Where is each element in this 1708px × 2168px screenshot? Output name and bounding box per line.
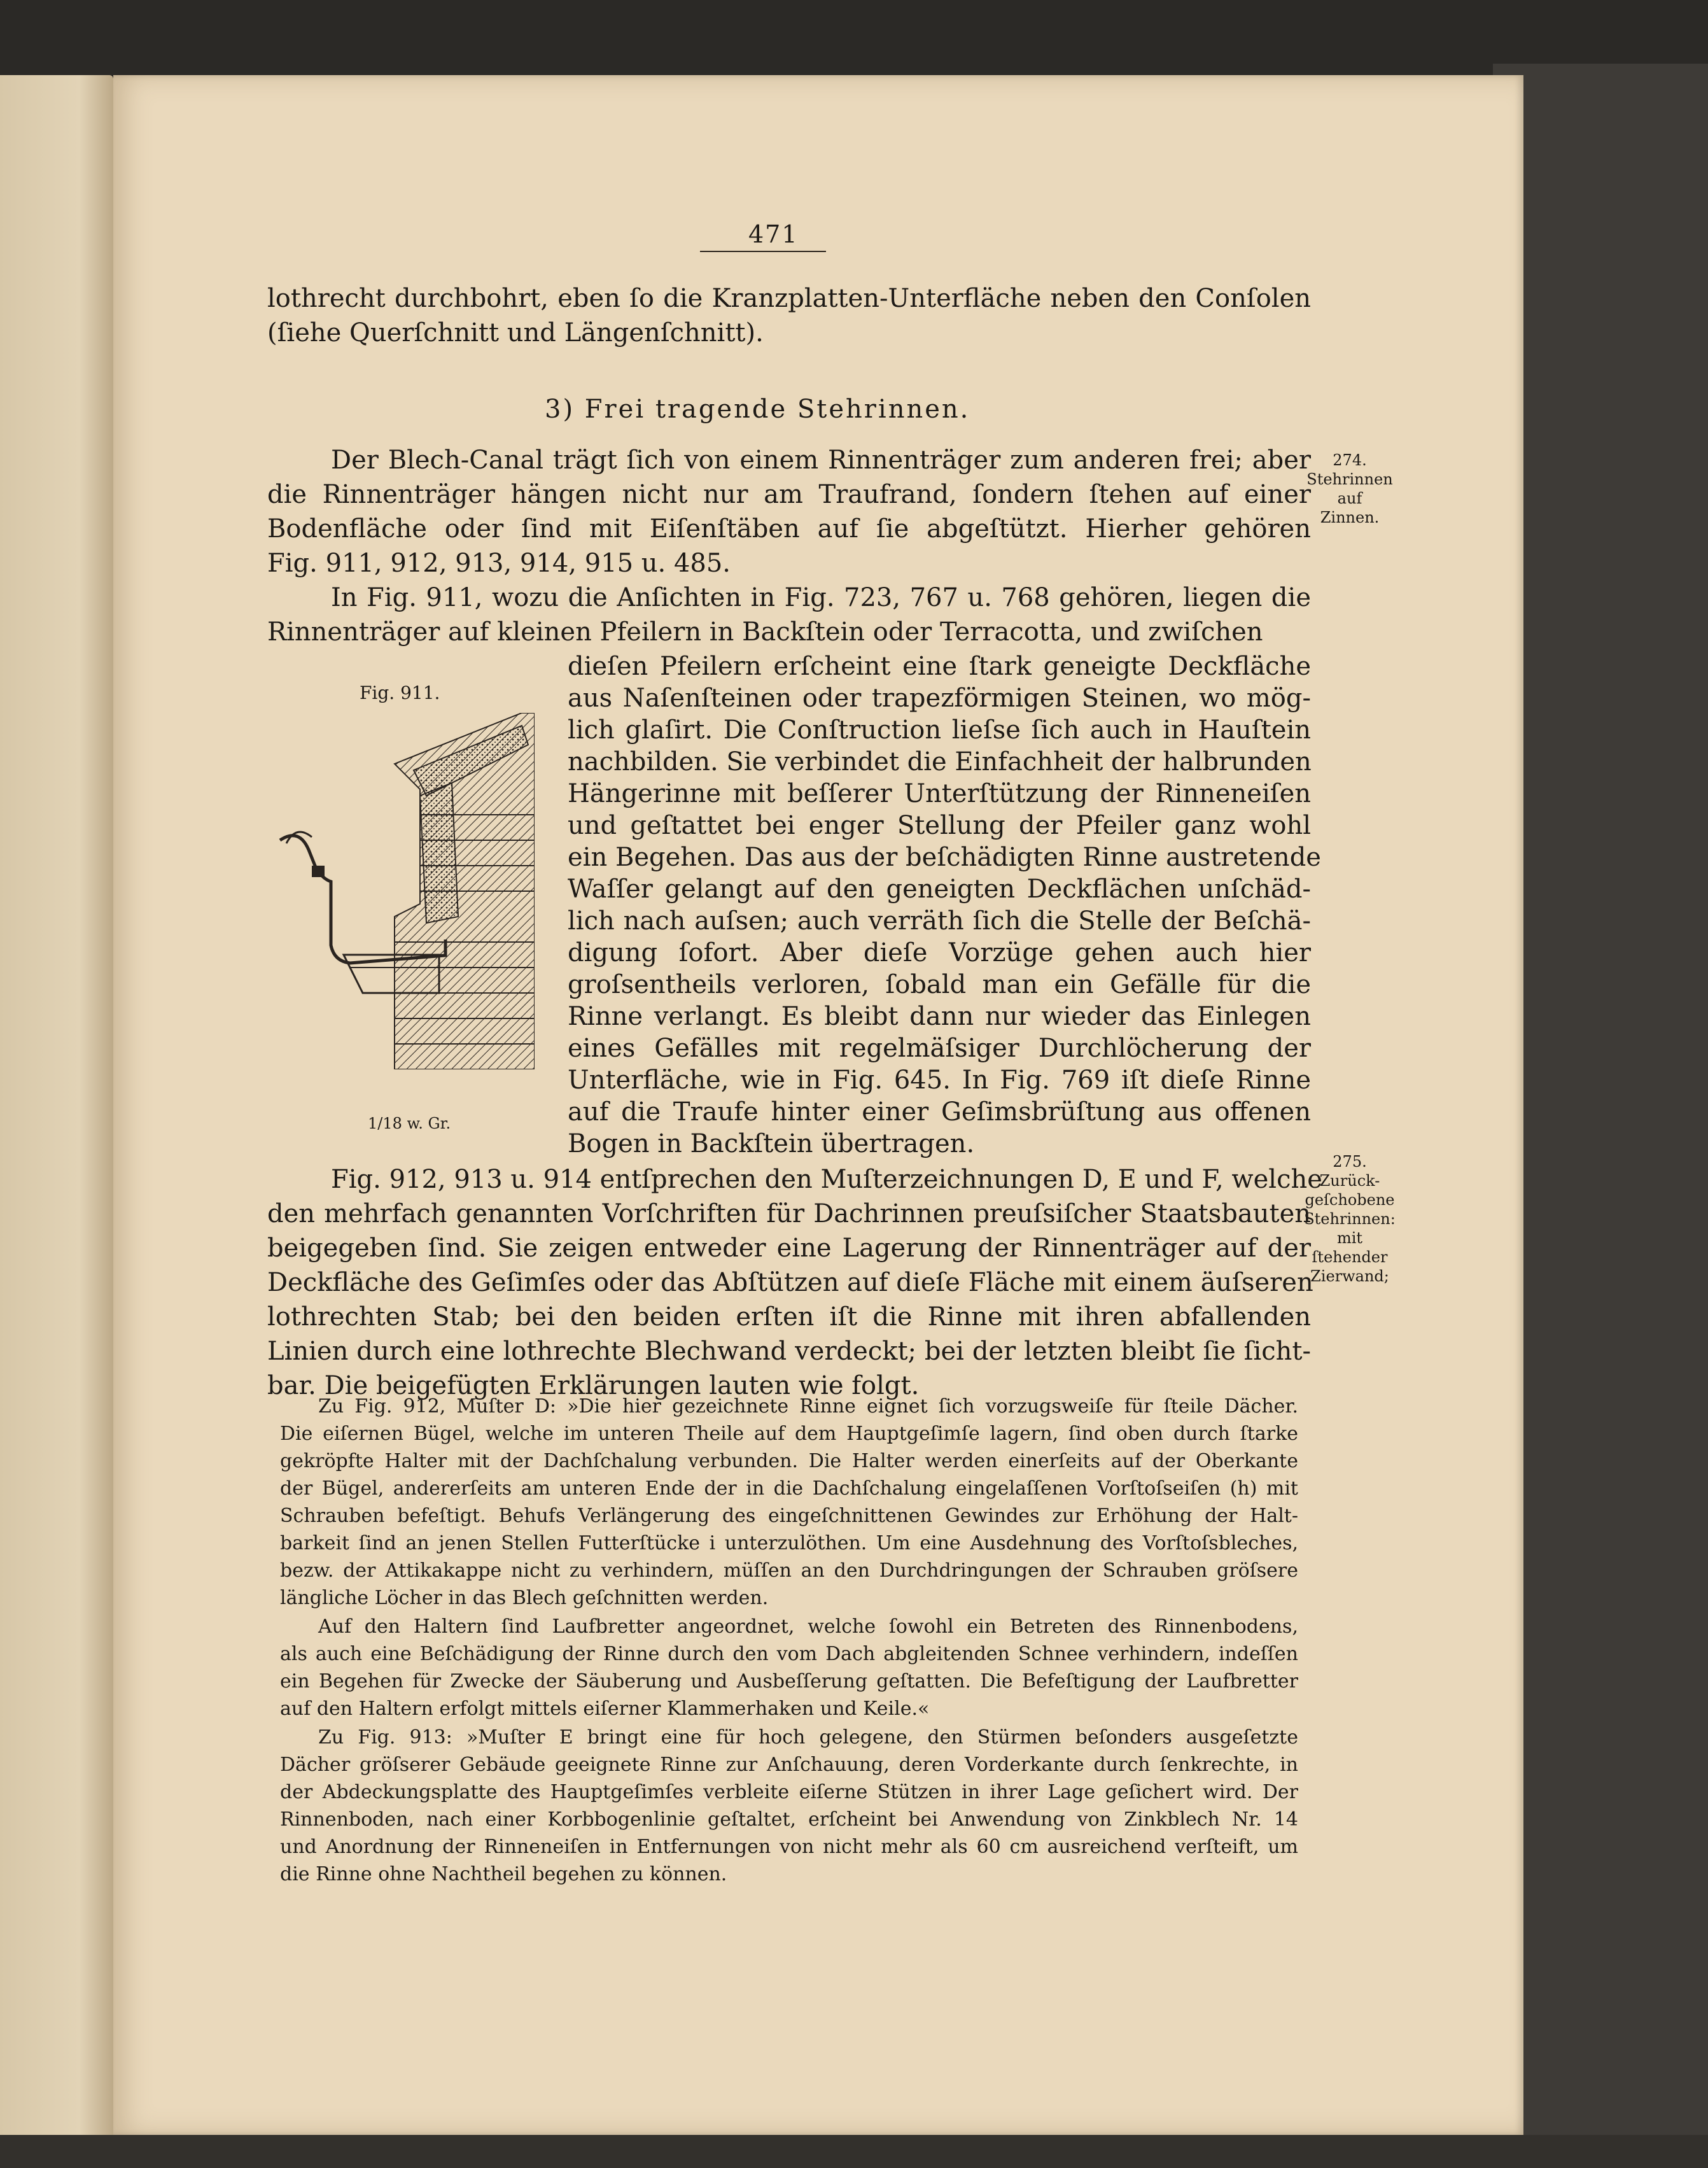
body-line: (ſiehe Querſchnitt und Längenſchnitt). <box>267 318 764 348</box>
body-line: die Rinnenträger hängen nicht nur am Traufrand, ſondern ſtehen auf einer <box>267 480 1311 509</box>
note-line: die Rinne ohne Nachtheil begehen zu können. <box>280 1863 727 1885</box>
figure-label: Fig. 911. <box>360 682 440 703</box>
note-line: barkeit ſind an jenen Stellen Futterſtücke i unterzulöthen. Um eine Ausdehnung des Vorſtoſsbleches, <box>280 1532 1298 1554</box>
body-line: Der Blech-Canal trägt ſich von einem Rinnenträger zum anderen frei; aber <box>331 446 1311 475</box>
note-line: der Abdeckungsplatte des Hauptgeſimſes verbleite eiſerne Stützen in ihrer Lage geſichert wird. Der <box>280 1781 1298 1803</box>
figure-911-gutter-section <box>267 713 535 1069</box>
body-line: Fig. 912, 913 u. 914 entſprechen den Muſterzeichnungen D, E und F, welche <box>331 1165 1322 1194</box>
body-line: Rinne verlangt. Es bleibt dann nur wieder das Einlegen <box>568 1002 1311 1031</box>
note-line: bezw. der Attikakappe nicht zu verhindern, müſſen an den Durchdringungen der Schrauben gröſsere <box>280 1559 1298 1582</box>
section-heading: 3) Frei tragende Stehrinnen. <box>545 395 970 424</box>
body-line: Bodenfläche oder ſind mit Eiſenſtäben auf ſie abgeſtützt. Hierher gehören <box>267 514 1311 544</box>
body-line: Hängerinne mit beſſerer Unterſtützung der Rinneneiſen <box>568 779 1311 808</box>
body-line: den mehrfach genannten Vorſchriften für Dachrinnen preuſsiſcher Staatsbauten <box>267 1199 1311 1228</box>
margin-note-line: mit <box>1336 1229 1363 1247</box>
body-line: bar. Die beigefügten Erklärungen lauten wie folgt. <box>267 1371 920 1400</box>
body-line: dieſen Pfeilern erſcheint eine ſtark geneigte Deckfläche <box>568 652 1311 681</box>
page-number-rule <box>700 251 826 252</box>
body-line: lich nach auſsen; auch verräth ſich die Stelle der Beſchä- <box>568 906 1311 936</box>
note-line: Die eiſernen Bügel, welche im unteren Theile auf dem Hauptgeſimſe lagern, ſind oben durch ſtarke <box>280 1423 1298 1445</box>
body-line: und geſtattet bei enger Stellung der Pfeiler ganz wohl <box>568 811 1311 840</box>
body-line: Unterfläche, wie in Fig. 645. In Fig. 769 iſt dieſe Rinne <box>568 1066 1311 1095</box>
background-strip <box>0 2135 1708 2168</box>
body-line: nachbilden. Sie verbindet die Einfachheit der halbrunden <box>568 747 1312 777</box>
note-line: Rinnenboden, nach einer Korbbogenlinie geſtaltet, erſcheint bei Anwendung von Zinkblech Nr. 14 <box>280 1808 1298 1831</box>
body-line: groſsentheils verloren, ſobald man ein Gefälle für die <box>568 970 1311 999</box>
margin-note-line: ſtehender <box>1312 1248 1388 1266</box>
body-line: beigegeben ſind. Sie zeigen entweder eine Lagerung der Rinnenträger auf der <box>267 1234 1311 1263</box>
margin-note-line: 275. <box>1333 1153 1367 1171</box>
body-line: lich glaſirt. Die Conſtruction lieſse ſich auch in Hauſtein <box>568 715 1311 745</box>
margin-note-line: Zinnen. <box>1320 509 1380 526</box>
page-number: 471 <box>748 220 799 248</box>
body-line: aus Naſenſteinen oder trapezförmigen Steinen, wo mög- <box>568 684 1311 713</box>
margin-note-line: auf <box>1337 489 1362 507</box>
figure-scale: 1/18 w. Gr. <box>368 1115 451 1132</box>
body-line: Fig. 911, 912, 913, 914, 915 u. 485. <box>267 549 731 578</box>
note-line: der Bügel, andererſeits am unteren Ende der in die Dachſchalung eingelaſſenen Vorſtoſseiſen (h) mit <box>280 1477 1298 1500</box>
note-line: Auf den Haltern ſind Laufbretter angeordnet, welche ſowohl ein Betreten des Rinnenbodens, <box>318 1615 1298 1638</box>
note-line: Dächer gröſserer Gebäude geeignete Rinne zur Anſchauung, deren Vorderkante durch ſenkrechte, in <box>280 1754 1298 1776</box>
margin-note-line: 274. <box>1333 451 1367 469</box>
book-cover <box>1493 64 1708 2164</box>
margin-note-line: Zierwand; <box>1310 1267 1389 1285</box>
body-line: eines Gefälles mit regelmäſsiger Durchlöcherung der <box>568 1034 1311 1063</box>
left-page-edge <box>0 75 113 2163</box>
note-line: gekröpfte Halter mit der Dachſchalung verbunden. Die Halter werden einerſeits auf der Oberkante <box>280 1450 1298 1472</box>
body-line: lothrechten Stab; bei den beiden erſten iſt die Rinne mit ihren abfallenden <box>267 1302 1311 1332</box>
margin-note-line: Stehrinnen <box>1306 470 1393 488</box>
body-line: Bogen in Backſtein übertragen. <box>568 1129 975 1158</box>
body-line: lothrecht durchbohrt, eben ſo die Kranzplatten-Unterfläche neben den Conſolen <box>267 284 1311 313</box>
note-line: Zu Fig. 912, Muſter D: »Die hier gezeichnete Rinne eignet ſich vorzugsweiſe für ſteile Dächer. <box>318 1395 1298 1418</box>
note-line: auf den Haltern erfolgt mittels eiſerner Klammerhaken und Keile.« <box>280 1698 930 1720</box>
note-line: und Anordnung der Rinneneiſen in Entfernungen von nicht mehr als 60 cm ausreichend verſteift, um <box>280 1836 1298 1858</box>
body-line: Rinnenträger auf kleinen Pfeilern in Backſtein oder Terracotta, und zwiſchen <box>267 617 1263 647</box>
body-line: ein Begehen. Das aus der beſchädigten Rinne austretende <box>568 843 1321 872</box>
note-line: längliche Löcher in das Blech geſchnitten werden. <box>280 1587 769 1609</box>
body-line: Linien durch eine lothrechte Blechwand verdeckt; bei der letzten bleibt ſie ſicht- <box>267 1337 1311 1366</box>
margin-note-line: Stehrinnen: <box>1304 1210 1396 1228</box>
note-line: Zu Fig. 913: »Muſter E bringt eine für hoch gelegene, den Stürmen beſonders ausgeſetzte <box>318 1726 1298 1749</box>
note-line: ein Begehen für Zwecke der Säuberung und Ausbeſſerung geſtatten. Die Befeſtigung der Laufbretter <box>280 1670 1298 1693</box>
note-line: Schrauben befeſtigt. Behufs Verlängerung des eingeſchnittenen Gewindes zur Erhöhung der Halt- <box>280 1505 1298 1527</box>
body-line: Waſſer gelangt auf den geneigten Deckflächen unſchäd- <box>568 875 1311 904</box>
body-line: digung ſofort. Aber dieſe Vorzüge gehen auch hier <box>568 938 1311 968</box>
body-line: In Fig. 911, wozu die Anſichten in Fig. 723, 767 u. 768 gehören, liegen die <box>331 583 1311 612</box>
margin-note-line: Zurück- <box>1319 1172 1380 1190</box>
margin-note-line: geſchobene <box>1305 1191 1395 1209</box>
body-line: auf die Traufe hinter einer Geſimsbrüſtung aus offenen <box>568 1097 1311 1127</box>
note-line: als auch eine Beſchädigung der Rinne durch den vom Dach abgleitenden Schnee verhindern, indeſſen <box>280 1643 1298 1665</box>
body-line: Deckfläche des Geſimſes oder das Abſtützen auf dieſe Fläche mit einem äuſseren <box>267 1268 1313 1297</box>
